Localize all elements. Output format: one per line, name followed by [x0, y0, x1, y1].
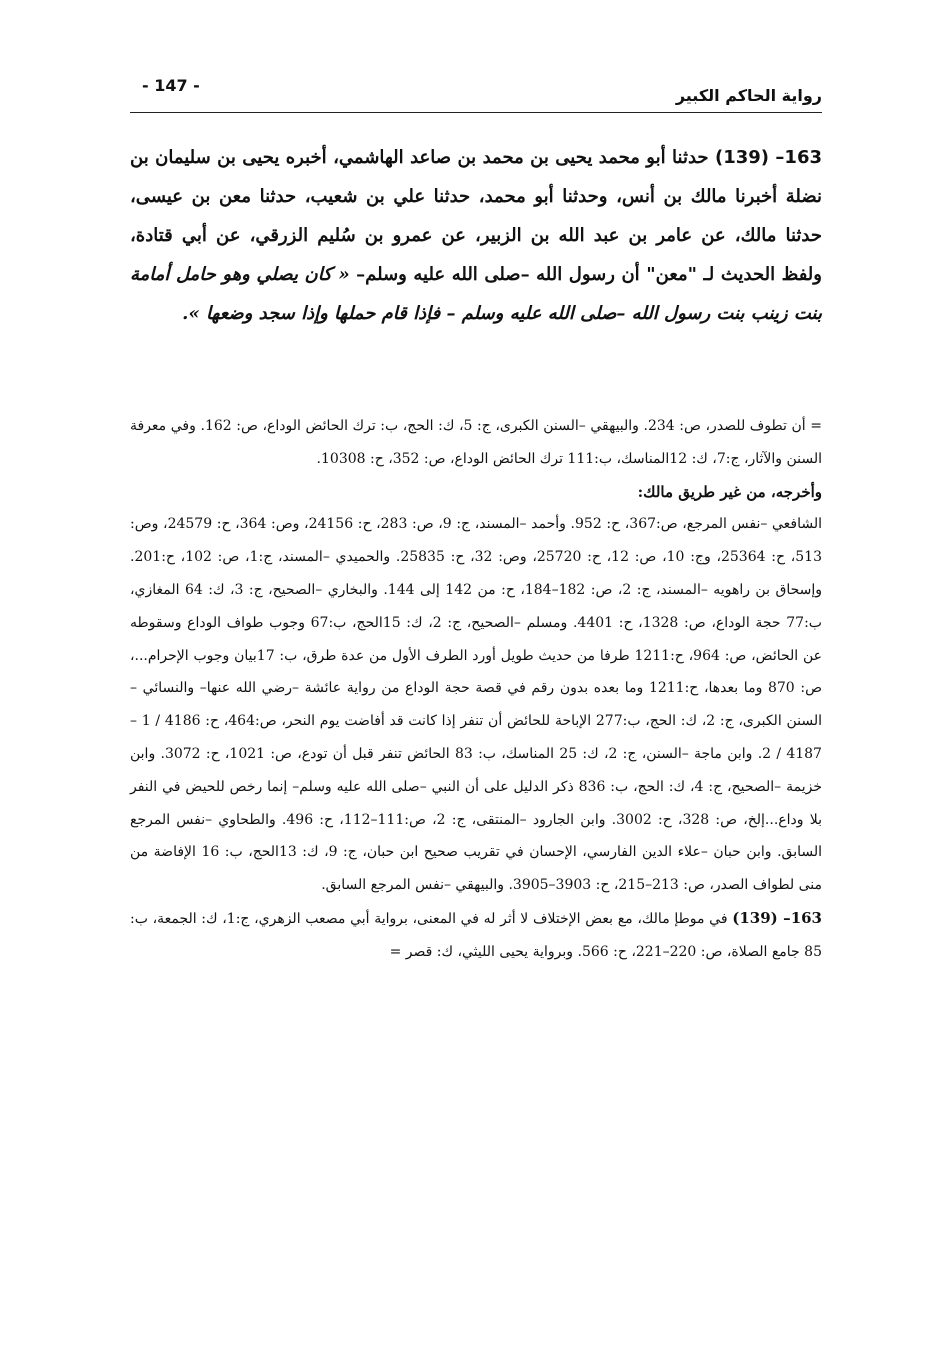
footnotes [130, 410, 822, 969]
next-footnote-text: في موطإ مالك، مع بعض الإختلاف لا أثر له في المعنى، برواية أبي مصعب الزهري، ج:1، ك: الجمعة، ب: 85 جامع الصلاة، ص: 220–221، ح: 566. وبرواية يحيى الليثي، ك: قصر = [130, 910, 822, 960]
other-routes-label: وأخرجه، من غير طريق مالك: [637, 482, 822, 501]
hadith-matn-quote: « كان يصلي وهو حامل أمامة بنت زينب بنت رسول الله –صلى الله عليه وسلم – فإذا قام حملها وإذا سجد وضعها ». [130, 264, 822, 324]
hadith-number: 163– (139) [714, 147, 822, 168]
next-footnote-number: 163– (139) [732, 908, 822, 927]
hadith-isnad: حدثنا أبو محمد يحيى بن محمد بن صاعد الهاشمي، أخبره يحيى بن سليمان بن نضلة أخبرنا مالك بن أنس، وحدثنا أبو محمد، حدثنا علي بن شعيب، حدثنا معن بن عيسى، حدثنا مالك، عن عامر بن عبد الله بن الزبير، عن عمرو بن سُليم الزرقي، عن أبي قتادة، ولفظ الحديث لـ "معن" أن رسول الله –صلى الله عليه وسلم– [130, 147, 822, 285]
page-header [130, 72, 822, 113]
running-head: رواية الحاكم الكبير [675, 86, 822, 105]
footnote-continued: = أن تطوف للصدر، ص: 234. والبيهقي –السنن الكبرى، ج: 5، ك: الحج، ب: ترك الحائض الوداع، ص: 162. وفي معرفة السنن والآثار، ج:7، ك: 12المناسك، ب:111 ترك الحائض الوداع، ص: 352، ح: 10308. [130, 418, 822, 467]
other-routes-text: الشافعي –نفس المرجع، ص:367، ح: 952. وأحمد –المسند، ج: 9، ص: 283، ح: 24156، وص: 364، ح: 24579، وص: 513، ح: 25364، وج: 10، ص: 12، ح: 25720، وص: 32، ح: 25835. والحميدي –المسند، ج:1، ص: 102، ح:201. وإسحاق بن راهويه –المسند، ج: 2، ص: 182–184، ح: من 142 إلى 144. والبخاري –الصحيح، ج: 3، ك: 64 المغازي، ب:77 حجة الوداع، ص: 1328، ح: 4401. ومسلم –الصحيح، ج: 2، ك: 15الحج، ب:67 وجوب طواف الوداع وسقوطه عن الحائض، ص: 964، ح:1211 طرفا من حديث طويل أورد الطرف الأول من عدة طرق، ب: 17بيان وجوب الإحرام...، ص: 870 وما بعدها، ح:1211 وما بعده بدون رقم في قصة حجة الوداع من رواية عائشة –رضي الله عنها– والنسائي –السنن الكبرى، ج: 2، ك: الحج، ب:277 الإباحة للحائض أن تنفر إذا كانت قد أفاضت يوم النحر، ص:464، ح: 4186 / 1 –4187 / 2. وابن ماجة –السنن، ج: 2، ك: 25 المناسك، ب: 83 الحائض تنفر قبل أن تودع، ص: 1021، ح: 3072. وابن خزيمة –الصحيح، ج: 4، ك: الحج، ب: 836 ذكر الدليل على أن النبي –صلى الله عليه وسلم– إنما رخص للحيض في النفر بلا وداع...إلخ، ص: 328، ح: 3002. وابن الجارود –المنتقى، ج: 2، ص:111–112، ح: 496. والطحاوي –نفس المرجع السابق. وابن حبان –علاء الدين الفارسي، الإحسان في تقريب صحيح ابن حبان، ج: 9، ك: 13الحج، ب: 16 الإفاضة من منى لطواف الصدر، ص: 213–215، ح: 3903–3905. والبيهقي –نفس المرجع السابق. [130, 516, 823, 894]
hadith-text [130, 138, 822, 333]
page-number: - 147 - [142, 76, 200, 95]
